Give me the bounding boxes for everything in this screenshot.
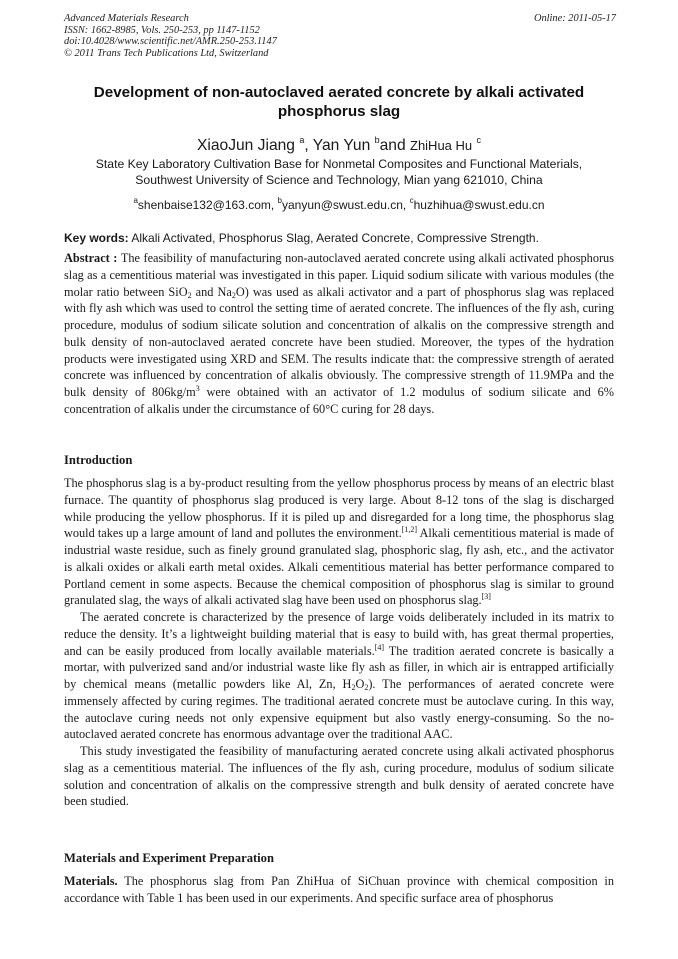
running-header xyxy=(64,13,277,59)
paragraph: This study investigated the feasibility of manufacturing aerated concrete using alkali activated phosphorus slag as a cementitious material. The influences of the fly ash, curing procedure, modulus of sodium silicate solution and concentration of alkalis on the compressive strength and bulk density of aerated concrete have been studied. xyxy=(64,744,614,809)
paragraph-text: The phosphorus slag from Pan ZhiHua of SiChuan province with chemical composition in accordance with Table 1 has been used in our experiments. And specific surface area of phosphorus xyxy=(64,874,614,905)
email-mark: b xyxy=(277,196,282,205)
citation: [1,2] xyxy=(401,525,418,535)
keywords-label: Key words: xyxy=(64,231,129,245)
paragraph xyxy=(64,609,614,743)
citation: [4] xyxy=(374,642,385,652)
doi-line: doi:10.4028/www.scientific.net/AMR.250-253.1147 xyxy=(64,36,277,48)
author-name: ZhiHua Hu xyxy=(410,138,473,153)
affiliation xyxy=(60,156,618,188)
author-name: Yan Yun xyxy=(312,137,371,154)
email-mark: c xyxy=(409,196,414,205)
author-affiliation-mark: a xyxy=(299,135,305,145)
subscript: 2 xyxy=(187,290,192,300)
email-address: huzhihua@swust.edu.cn xyxy=(413,198,545,212)
keywords-text: Alkali Activated, Phosphorus Slag, Aerated Concrete, Compressive Strength. xyxy=(131,231,539,245)
affiliation-line: State Key Laboratory Cultivation Base for Nonmetal Composites and Functional Materials, xyxy=(95,157,583,171)
subscript: 2 xyxy=(364,683,369,692)
author-name: XiaoJun Jiang xyxy=(197,137,295,154)
keywords xyxy=(64,230,620,246)
subscript: 2 xyxy=(351,683,356,692)
paper-title: Development of non-autoclaved aerated concrete by alkali activated phosphorus slag xyxy=(93,84,585,120)
introduction-body xyxy=(64,475,614,810)
paragraph-text: O xyxy=(355,677,365,691)
copyright-line: © 2011 Trans Tech Publications Ltd, Switzerland xyxy=(64,47,269,59)
paragraph-text: The tradition aerated concrete is basically a mortar, with pulverized sand and/or industrial waste like fly ash as filler, in which air is entrapped artificially by chemical means (metallic powders like Al, Zn, H xyxy=(64,643,615,691)
paragraph xyxy=(64,475,614,609)
materials-label: Materials. xyxy=(64,874,118,888)
author-list xyxy=(0,130,678,156)
journal-name: Advanced Materials Research xyxy=(64,13,189,24)
abstract-text: and Na xyxy=(191,284,232,299)
email-address: yanyun@swust.edu.cn, xyxy=(282,198,407,212)
abstract-label: Abstract xyxy=(64,251,110,265)
affiliation-line: Southwest University of Science and Technology, Mian yang 621010, China xyxy=(135,173,543,187)
author-separator: , xyxy=(304,137,309,154)
author-affiliation-mark: b xyxy=(374,135,380,145)
paragraph-text: ). The performances of aerated concrete were immensely affected by curing regimes. The traditional aerated concrete must be autoclave curing. In this way, the autoclave curing needs not only expensive equipment but also vastly energy-consuming. So the no-autoclaved aerated concrete has enormous advantage over the traditional AAC. xyxy=(64,677,614,742)
online-date: Online: 2011-05-17 xyxy=(533,13,616,24)
abstract-separator: : xyxy=(109,251,121,265)
author-separator: and xyxy=(379,137,406,154)
email-address: shenbaise132@163.com, xyxy=(137,198,275,212)
abstract-text: were obtained with an activator of 1.2 modulus of sodium silicate and 6% concentration of alkalis under the circumstance of 60°C curing for 28 days. xyxy=(64,385,614,416)
paragraph-text: The aerated concrete is characterized by the presence of large voids deliberately included in its matrix to reduce the density. It’s a lightweight building material that is easy to build with, has great thermal properties, and can be easily produced from locally available materials. xyxy=(64,610,614,658)
author-affiliation-mark: c xyxy=(476,135,481,145)
issn-line: ISSN: 1662-8985, Vols. 250-253, pp 1147-1152 xyxy=(64,24,260,36)
citation: [3] xyxy=(481,592,491,602)
section-heading-introduction: Introduction xyxy=(64,453,133,467)
materials-body xyxy=(64,873,614,907)
email-mark: a xyxy=(133,196,138,205)
abstract xyxy=(64,250,614,418)
superscript: 3 xyxy=(195,384,200,393)
subscript: 2 xyxy=(231,290,236,300)
abstract-text: The feasibility of manufacturing non-autoclaved aerated concrete using alkali activated phosphorus slag as a cementitious material was investigated in this paper. Liquid sodium silicate with various modules (the molar ratio between SiO xyxy=(64,251,614,299)
section-heading-materials: Materials and Experiment Preparation xyxy=(64,851,274,865)
email-list xyxy=(0,193,678,213)
paragraph-text: The phosphorus slag is a by-product resulting from the yellow phosphorus process by means of an electric blast furnace. The quantity of phosphorus slag produced is very large. About 8-12 tons of the slag is discharged while producing the yellow phosphorus. If it is piled up and disregarded for a long time, the phosphorus slag would takes up a large amount of land and pollutes the environment. xyxy=(64,476,614,541)
paragraph-text: Alkali cementitious material is made of industrial waste residue, such as finely ground granulated slag, phosphoric slag, fly ash, etc., and the activator is alkali oxides or alkali earth metal oxides. Alkali cementitious material has better performance compared to Portland cement in some aspects. Because the chemical composition of phosphorus slag is similar to ground granulated slag, the ways of alkali activated slag have been used on phosphorus slag. xyxy=(64,526,614,608)
abstract-text: O) was used as alkali activator and a part of phosphorus slag was replaced with fly ash which was used to control the setting time of aerated concrete. The influences of the fly ash, curing procedure, modulus of sodium silicate solution and concentration of alkalis on the compressive strength and bulk density of non-autoclaved aerated concrete have been studied. Moreover, the types of the hydration products were investigated using XRD and SEM. The results indicate that: the compressive strength of aerated concrete was influenced by concentration of alkalis obviously. The compressive strength of 11.9MPa and the bulk density of 806kg/m xyxy=(64,284,614,399)
